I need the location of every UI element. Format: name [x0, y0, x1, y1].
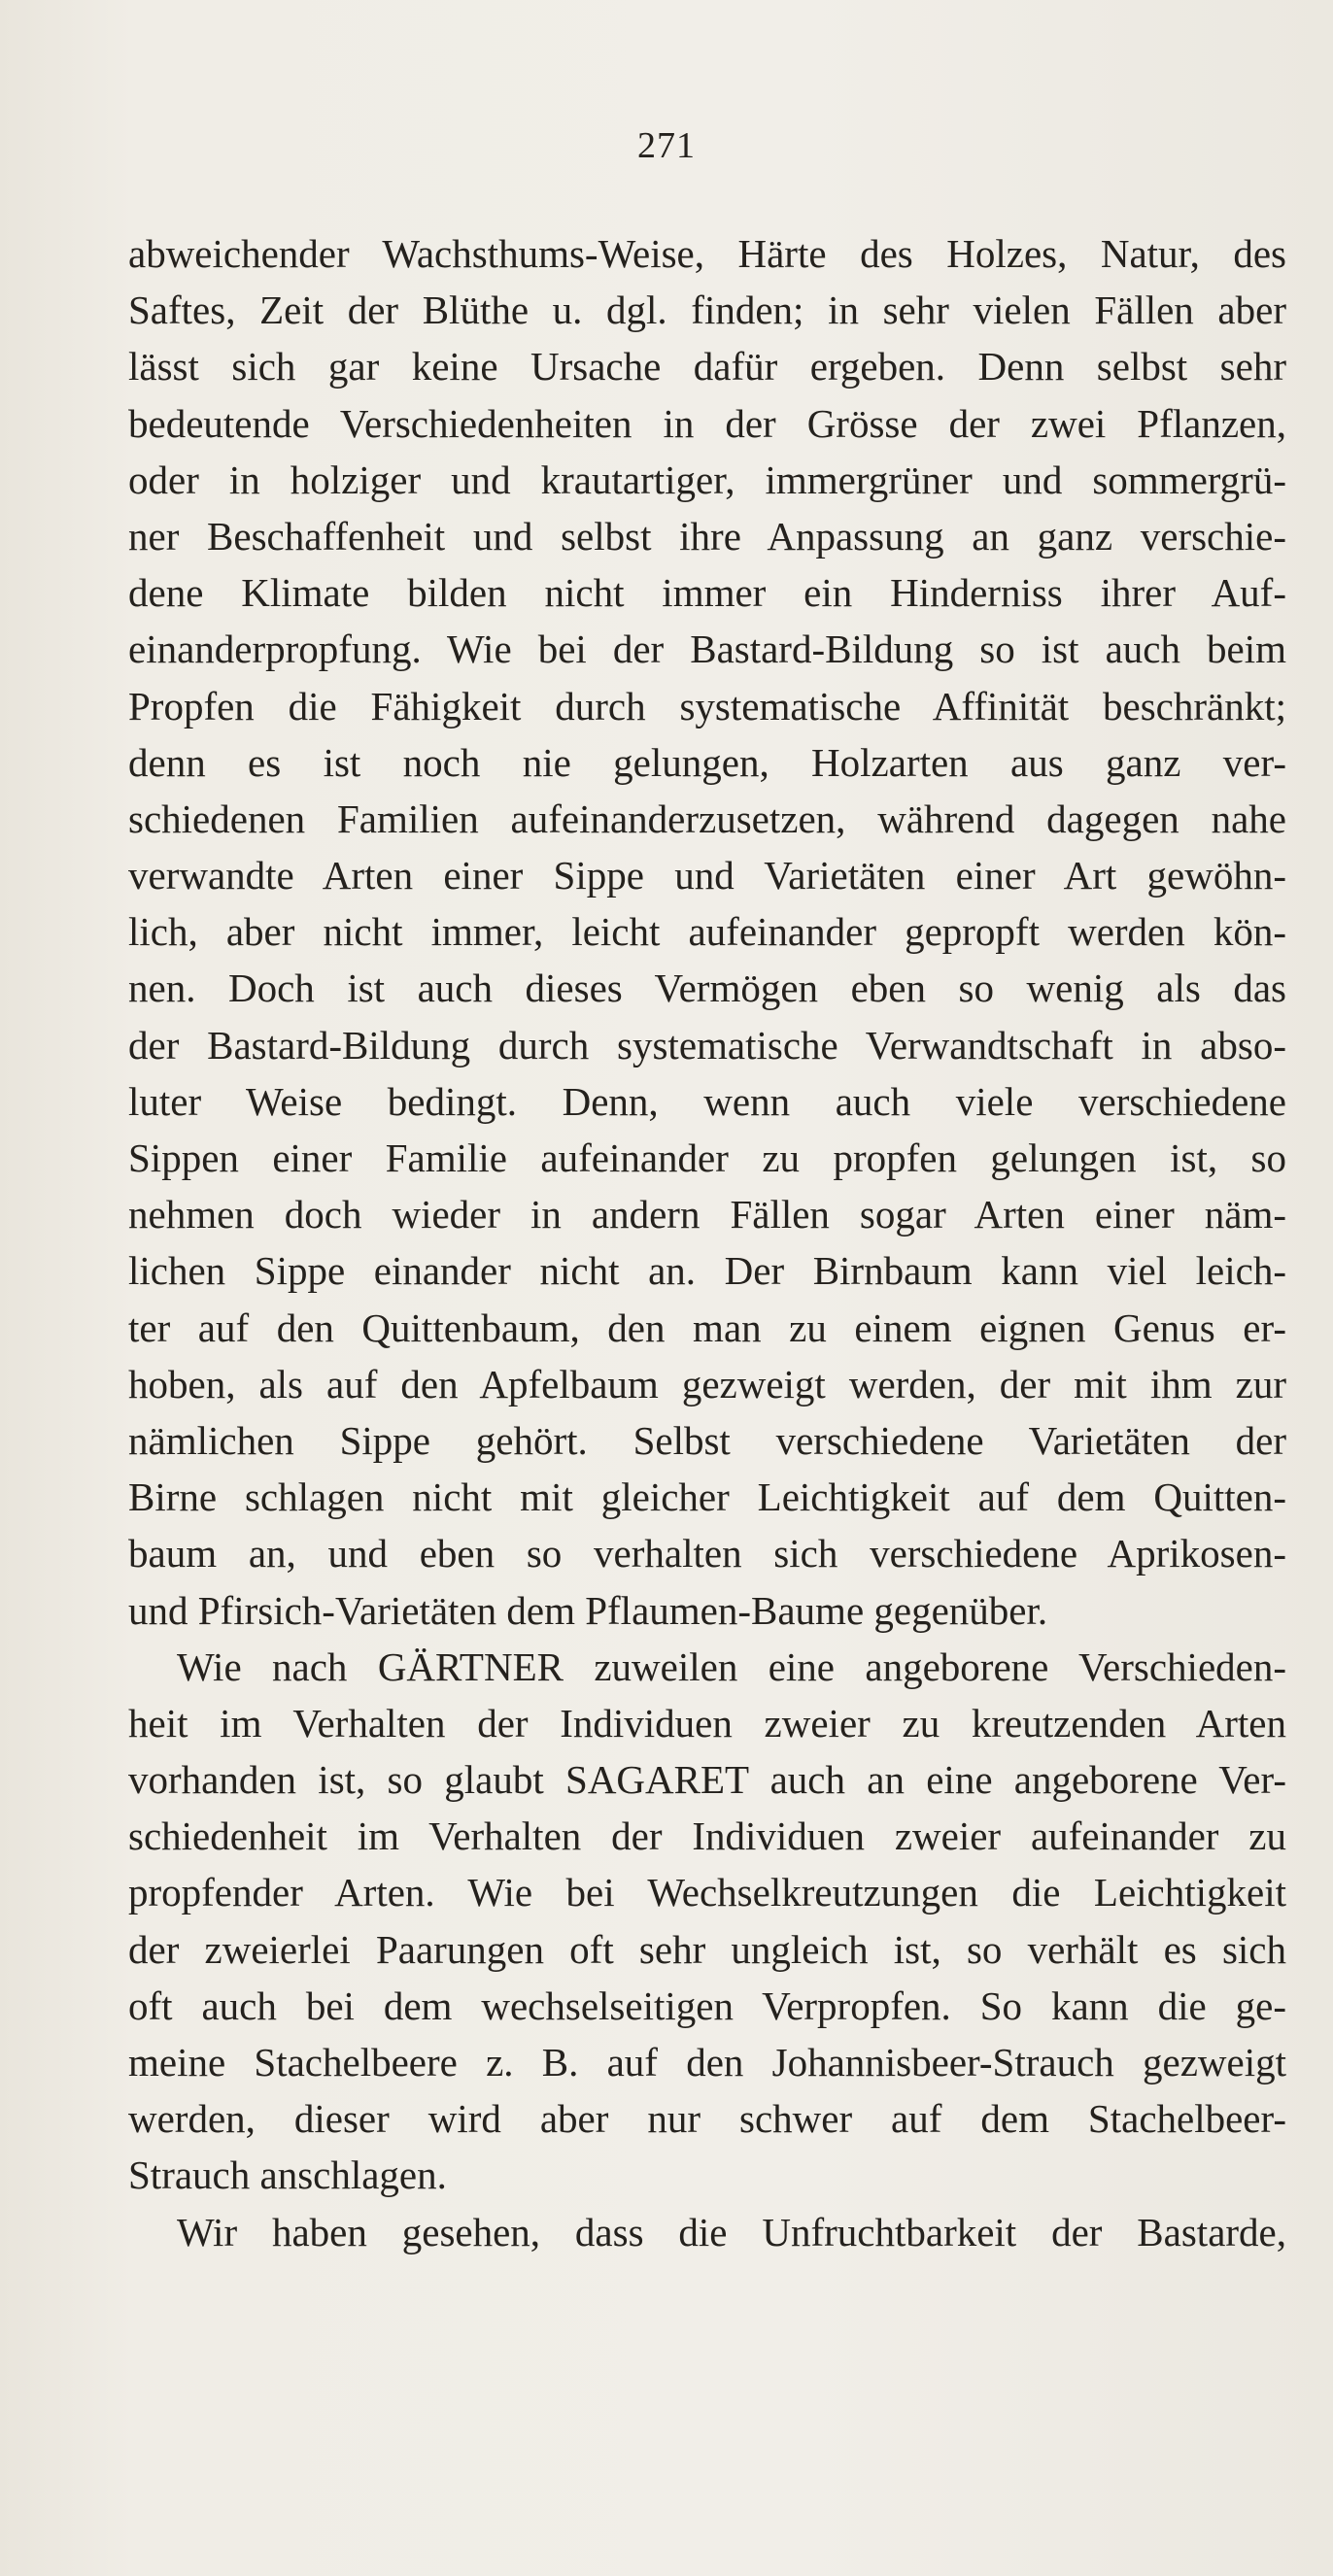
text-line: schiedenheit im Verhalten der Individuen zweier aufeinander zu: [128, 1813, 1286, 1859]
text-line: Birne schlagen nicht mit gleicher Leichtigkeit auf dem Quitten-: [128, 1474, 1286, 1520]
text-line: propfender Arten. Wie bei Wechselkreutzungen die Leichtigkeit: [128, 1870, 1286, 1915]
text-line: Propfen die Fähigkeit durch systematische Affinität beschränkt;: [128, 683, 1286, 729]
text-line: hoben, als auf den Apfelbaum gezweigt werden, der mit ihm zur: [128, 1361, 1286, 1407]
text-line: lichen Sippe einander nicht an. Der Birnbaum kann viel leich-: [128, 1248, 1286, 1294]
text-line: und Pfirsich-Varietäten dem Pflaumen-Baume gegenüber.: [128, 1587, 1048, 1633]
paragraph: [128, 225, 1286, 1639]
text-line: nen. Doch ist auch dieses Vermögen eben so wenig als das: [128, 966, 1286, 1011]
text-line: ner Beschaffenheit und selbst ihre Anpassung an ganz verschie-: [128, 513, 1286, 559]
page-number: 271: [637, 125, 696, 166]
text-line: nehmen doch wieder in andern Fällen sogar Arten einer näm-: [128, 1192, 1286, 1237]
text-line: verwandte Arten einer Sippe und Varietäten einer Art gewöhn-: [128, 853, 1286, 898]
text-line: heit im Verhalten der Individuen zweier zu kreutzenden Arten: [128, 1700, 1286, 1746]
text-line: lich, aber nicht immer, leicht aufeinander gepropft werden kön-: [128, 909, 1286, 955]
text-line: luter Weise bedingt. Denn, wenn auch viele verschiedene: [128, 1078, 1286, 1124]
body-text: [128, 225, 1286, 2260]
text-line: oder in holziger und krautartiger, immergrüner und sommergrü-: [128, 457, 1286, 502]
text-line: vorhanden ist, so glaubt SAGARET auch an eine angeborene Ver-: [128, 1757, 1286, 1803]
text-line: abweichender Wachsthums-Weise, Härte des Holzes, Natur, des: [128, 231, 1286, 276]
paragraph: [128, 2204, 1286, 2260]
paragraph: [128, 1639, 1286, 2204]
text-line: Wie nach GÄRTNER zuweilen eine angeborene Verschieden-: [177, 1644, 1286, 1689]
text-line: Wir haben gesehen, dass die Unfruchtbarkeit der Bastarde,: [177, 2209, 1286, 2254]
text-line: denn es ist noch nie gelungen, Holzarten aus ganz ver-: [128, 739, 1286, 785]
text-line: bedeutende Verschiedenheiten in der Grösse der zwei Pflanzen,: [128, 400, 1286, 446]
text-line: baum an, und eben so verhalten sich verschiedene Aprikosen-: [128, 1531, 1286, 1576]
text-line: nämlichen Sippe gehört. Selbst verschiedene Varietäten der: [128, 1417, 1286, 1463]
text-line: schiedenen Familien aufeinanderzusetzen, während dagegen nahe: [128, 796, 1286, 841]
text-line: dene Klimate bilden nicht immer ein Hinderniss ihrer Auf-: [128, 570, 1286, 616]
text-line: Sippen einer Familie aufeinander zu propfen gelungen ist, so: [128, 1135, 1286, 1180]
text-line: Saftes, Zeit der Blüthe u. dgl. finden; in sehr vielen Fällen aber: [128, 288, 1286, 333]
text-line: ter auf den Quittenbaum, den man zu einem eignen Genus er-: [128, 1305, 1286, 1350]
text-line: der Bastard-Bildung durch systematische Verwandtschaft in abso-: [128, 1022, 1286, 1068]
text-line: meine Stachelbeere z. B. auf den Johannisbeer-Strauch gezweigt: [128, 2040, 1286, 2085]
text-line: oft auch bei dem wechselseitigen Verpropfen. So kann die ge-: [128, 1983, 1286, 2028]
text-line: der zweierlei Paarungen oft sehr ungleich ist, so verhält es sich: [128, 1926, 1286, 1972]
text-line: Strauch anschlagen.: [128, 2152, 447, 2198]
text-line: lässt sich gar keine Ursache dafür ergeben. Denn selbst sehr: [128, 344, 1286, 390]
text-line: werden, dieser wird aber nur schwer auf dem Stachelbeer-: [128, 2096, 1286, 2142]
text-line: einanderpropfung. Wie bei der Bastard-Bildung so ist auch beim: [128, 627, 1286, 672]
